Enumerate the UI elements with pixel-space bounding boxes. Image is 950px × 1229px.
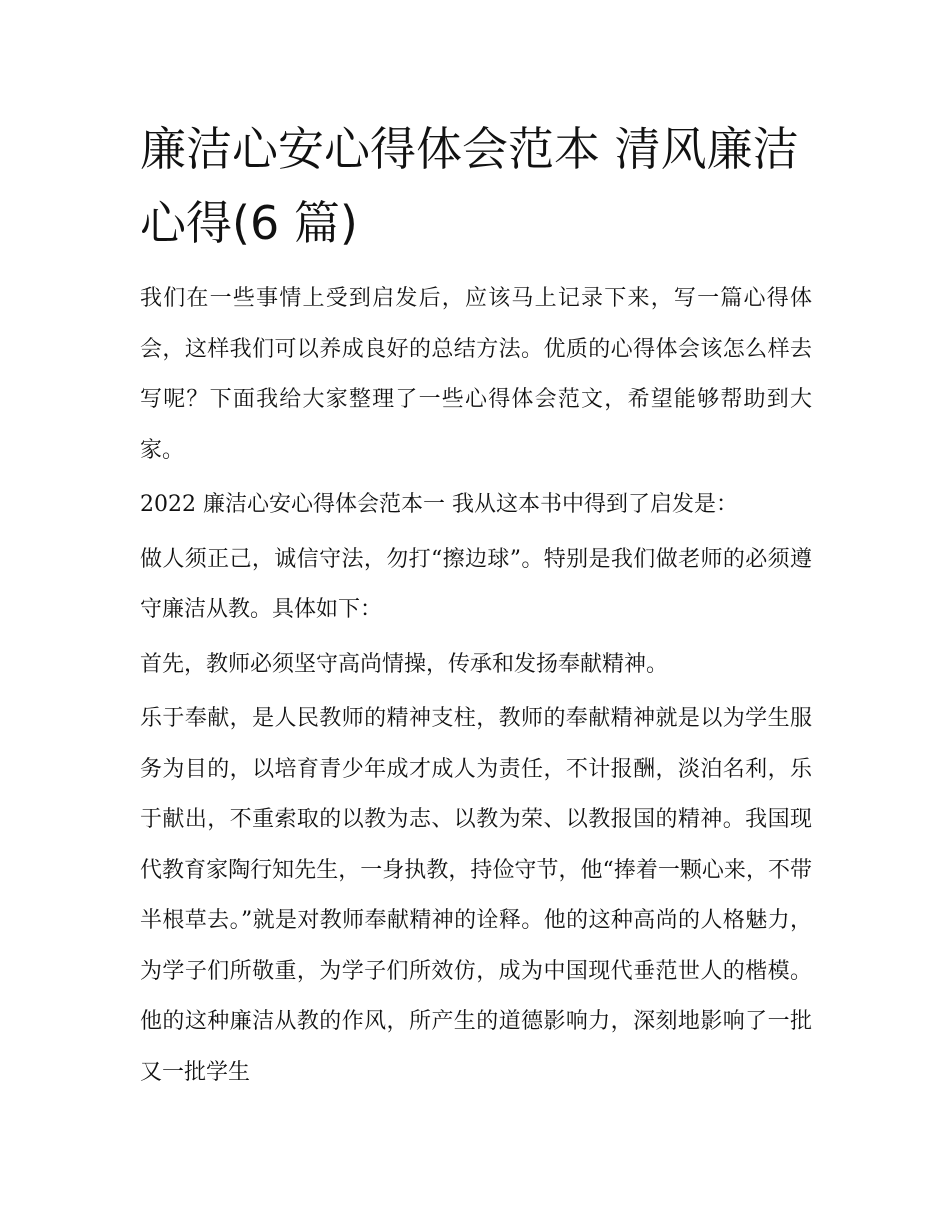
- body-paragraph: 乐于奉献，是人民教师的精神支柱，教师的奉献精神就是以为学生服务为目的，以培育青少年成才成人为责任，不计报酬，淡泊名利，乐于献出，不重索取的以教为志、以教为荣、以教报国的精神。我国现代教育家陶行知先生，一身执教，持俭守节，他“捧着一颗心来，不带半根草去。”就是对教师奉献精神的诠释。他的这种高尚的人格魅力，为学子们所敬重，为学子们所效仿，成为中国现代垂范世人的楷模。他的这种廉洁从教的作风，所产生的道德影响力，深刻地影响了一批又一批学生: [140, 706, 812, 1085]
- body-paragraph: 首先，教师必须坚守高尚情操，传承和发扬奉献精神。: [140, 651, 669, 677]
- section-heading-paragraph: 2022 廉洁心安心得体会范本一 我从这本书中得到了启发是：: [140, 492, 738, 517]
- document-title: 廉洁心安心得体会范本 清风廉洁心得(6 篇): [140, 122, 799, 250]
- intro-paragraph: 我们在一些事情上受到启发后，应该马上记录下来，写一篇心得体会，这样我们可以养成良好的总结方法。优质的心得体会该怎么样去写呢？下面我给大家整理了一些心得体会范文，希望能够帮助到大家。: [140, 286, 812, 463]
- body-paragraph: 做人须正己，诚信守法，勿打“擦边球”。特别是我们做老师的必须遵守廉洁从教。具体如下：: [140, 546, 812, 622]
- document-page: [140, 112, 812, 1102]
